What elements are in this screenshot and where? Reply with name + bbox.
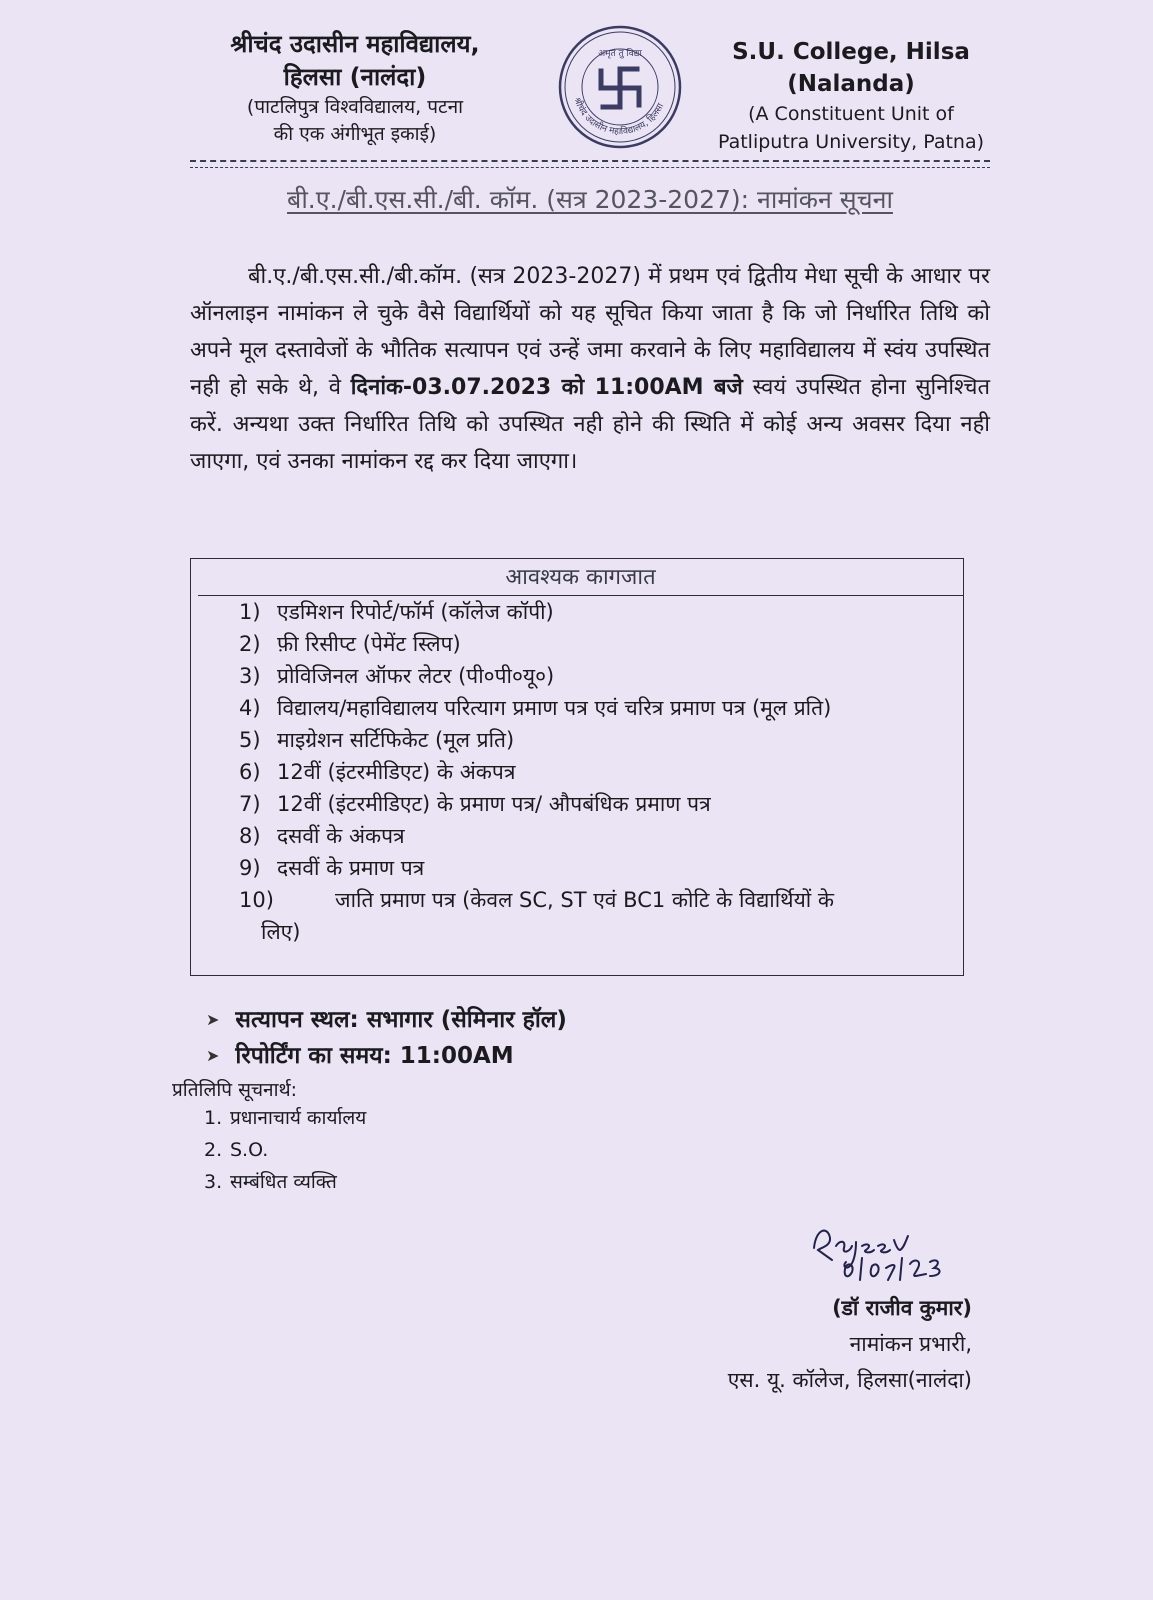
signatory-designation: नामांकन प्रभारी,	[849, 1332, 972, 1356]
list-item: 6) 12वीं (इंटरमीडिएट) के अंकपत्र	[239, 760, 516, 784]
venue-line: ➤ सत्यापन स्थल: सभागार (सेमिनार हॉल)	[206, 1002, 567, 1038]
affiliation-english-line2: Patliputra University, Patna)	[717, 131, 985, 153]
list-item: 3. सम्बंधित व्यक्ति	[204, 1171, 337, 1193]
copy-to-list	[204, 1102, 366, 1198]
affiliation-english-line1: (A Constituent Unit of	[748, 103, 954, 125]
list-item: 3) प्रोविजिनल ऑफर लेटर (पी०पी०यू०)	[239, 664, 555, 688]
notice-body-part2: स्वयं उपस्थित होना सुनिश्चित करें. अन्यथा उक्त निर्धारित तिथि को उपस्थित नही होने की स्थिति में कोई अन्य अवसर दिया नही जाएगा, एवं उनका नामांकन रद्द कर दिया जाएगा।	[190, 375, 990, 474]
college-seal-icon	[557, 24, 683, 150]
header-divider	[190, 160, 990, 162]
header-english	[706, 36, 996, 156]
notice-title: बी.ए./बी.एस.सी./बी. कॉम. (सत्र 2023-2027): नामांकन सूचना	[287, 185, 893, 214]
arrow-bullet-icon: ➤	[206, 1010, 220, 1029]
college-location-hindi: हिलसा (नालंदा)	[283, 63, 427, 91]
college-name-hindi: श्रीचंद उदासीन महाविद्यालय,	[230, 30, 480, 58]
notice-body-part1: बी.ए./बी.एस.सी./बी.कॉम. (सत्र 2023-2027) में प्रथम एवं द्वितीय मेधा सूची के आधार पर ऑनलाइन नामांकन ले चुके वैसे विद्यार्थियों को यह सूचित किया जाता है कि जो निर्धारित तिथि को अपने मूल दस्तावेजों के भौतिक सत्यापन एवं उन्हें जमा करवाने के लिए महाविद्यालय में स्वंय उपस्थित नही हो सके थे, वे	[190, 264, 990, 400]
list-item: 5) माइग्रेशन सर्टिफिकेट (मूल प्रति)	[239, 728, 515, 752]
affiliation-hindi-line1: (पाटलिपुत्र विश्वविद्यालय, पटना	[246, 96, 464, 118]
affiliation-hindi-line2: की एक अंगीभूत इकाई)	[273, 123, 437, 145]
copy-to-heading: प्रतिलिपि सूचनार्थ:	[172, 1079, 298, 1101]
list-item: 9) दसवीं के प्रमाण पत्र	[239, 856, 425, 880]
svg-text:अमृतं तु विद्या: अमृतं तु विद्या	[598, 49, 642, 59]
list-item: 10) जाति प्रमाण पत्र (केवल SC, ST एवं BC1 कोटि के विद्यार्थियों के	[239, 888, 835, 912]
list-item: 1. प्रधानाचार्य कार्यालय	[204, 1107, 367, 1129]
list-item: 2) फ़ी रिसीप्ट (पेमेंट स्लिप)	[239, 632, 461, 656]
list-item: 2. S.O.	[204, 1139, 269, 1161]
header-hindi	[200, 28, 510, 148]
handwritten-signature	[806, 1218, 986, 1298]
list-item: 4) विद्यालय/महाविद्यालय परित्याग प्रमाण पत्र एवं चरित्र प्रमाण पत्र (मूल प्रति)	[239, 696, 832, 720]
signatory-name: (डॉ राजीव कुमार)	[832, 1296, 972, 1320]
required-documents-heading: आवश्यक कागजात	[198, 559, 963, 596]
signature-block	[660, 1290, 972, 1398]
notice-body	[190, 258, 990, 480]
required-documents-list	[191, 596, 963, 948]
required-documents-box	[190, 558, 964, 976]
college-location-english: (Nalanda)	[787, 71, 915, 97]
verification-details	[206, 1002, 567, 1074]
header-divider-thin	[190, 167, 990, 168]
list-item: 8) दसवीं के अंकपत्र	[239, 824, 405, 848]
list-item-continuation: लिए)	[261, 920, 301, 944]
signatory-institution: एस. यू. कॉलेज, हिलसा(नालंदा)	[727, 1368, 972, 1392]
svg-text:श्रीचंद उदासीन महाविद्यालय, हि: श्रीचंद उदासीन महाविद्यालय, हिलसा	[571, 96, 667, 138]
reporting-time-line: ➤ रिपोर्टिंग का समय: 11:00AM	[206, 1038, 567, 1074]
notice-date-time: दिनांक-03.07.2023 को 11:00AM बजे	[350, 375, 743, 400]
college-name-english: S.U. College, Hilsa	[732, 39, 970, 65]
list-item: 1) एडमिशन रिपोर्ट/फॉर्म (कॉलेज कॉपी)	[239, 600, 554, 624]
list-item: 7) 12वीं (इंटरमीडिएट) के प्रमाण पत्र/ औपबंधिक प्रमाण पत्र	[239, 792, 711, 816]
arrow-bullet-icon: ➤	[206, 1046, 220, 1065]
